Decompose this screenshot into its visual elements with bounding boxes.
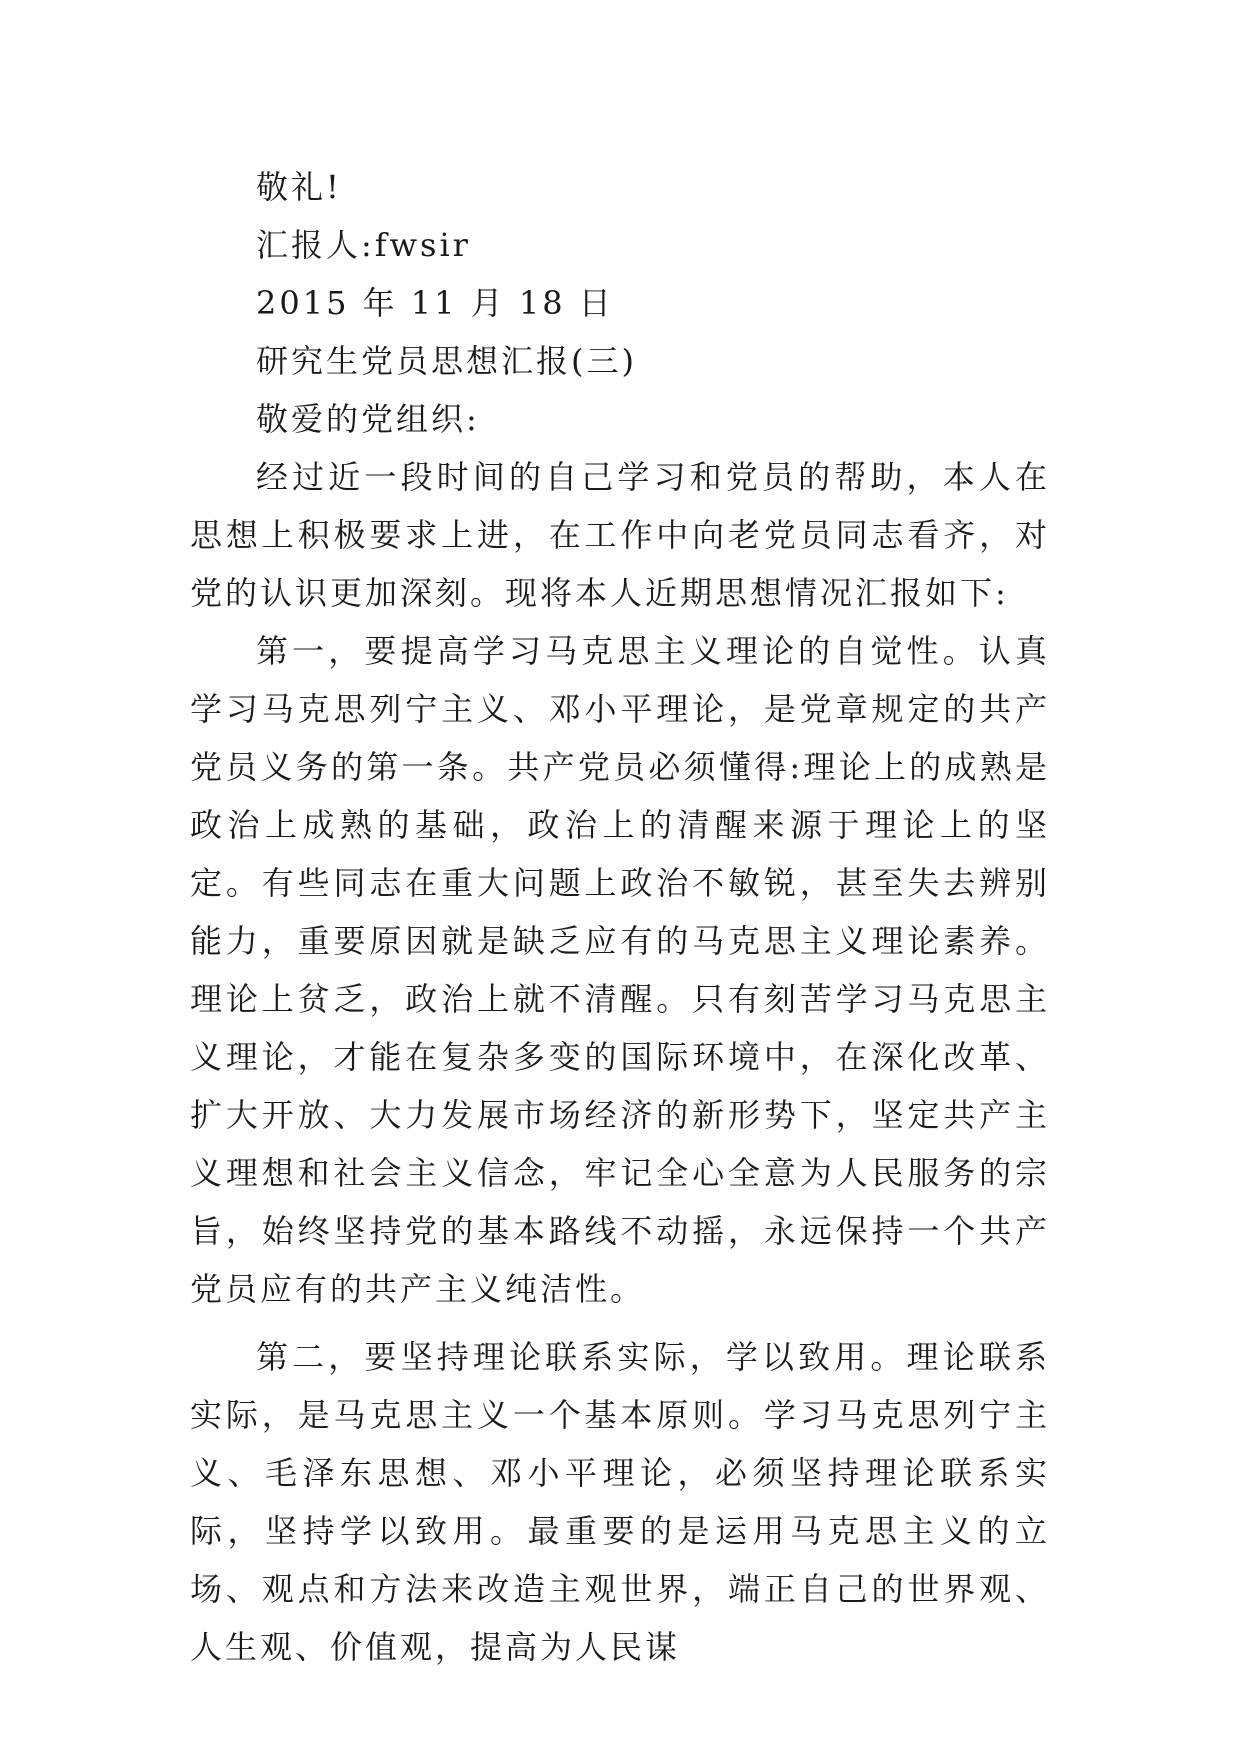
- salutation-line: 敬爱的党组织:: [256, 400, 480, 438]
- paragraph-intro: 经过近一段时间的自己学习和党员的帮助，本人在思想上积极要求上进，在工作中向老党员同志看齐，对党的认识更加深刻。现将本人近期思想情况汇报如下:: [190, 458, 1050, 612]
- report-title: 研究生党员思想汇报(三): [256, 342, 637, 380]
- document-body: [190, 158, 1050, 1676]
- paragraph-first-point: 第一，要提高学习马克思主义理论的自觉性。认真学习马克思列宁主义、邓小平理论，是党章规定的共产党员义务的第一条。共产党员必须懂得:理论上的成熟是政治上成熟的基础，政治上的清醒来源于理论上的坚定。有些同志在重大问题上政治不敏锐，甚至失去辨别能力，重要原因就是缺乏应有的马克思主义理论素养。理论上贫乏，政治上就不清醒。只有刻苦学习马克思主义理论，才能在复杂多变的国际环境中，在深化改革、扩大开放、大力发展市场经济的新形势下，坚定共产主义理想和社会主义信念，牢记全心全意为人民服务的宗旨，始终坚持党的基本路线不动摇，永远保持一个共产党员应有的共产主义纯洁性。: [190, 632, 1050, 1308]
- reporter-line: 汇报人:fwsir: [256, 226, 471, 264]
- paragraph-second-point: 第二，要坚持理论联系实际，学以致用。理论联系实际，是马克思主义一个基本原则。学习马克思列宁主义、毛泽东思想、邓小平理论，必须坚持理论联系实际，坚持学以致用。最重要的是运用马克思主义的立场、观点和方法来改造主观世界，端正自己的世界观、人生观、价值观，提高为人民谋: [190, 1338, 1050, 1666]
- closing-line: 敬礼!: [256, 168, 342, 206]
- date-line: 2015 年 11 月 18 日: [256, 284, 614, 322]
